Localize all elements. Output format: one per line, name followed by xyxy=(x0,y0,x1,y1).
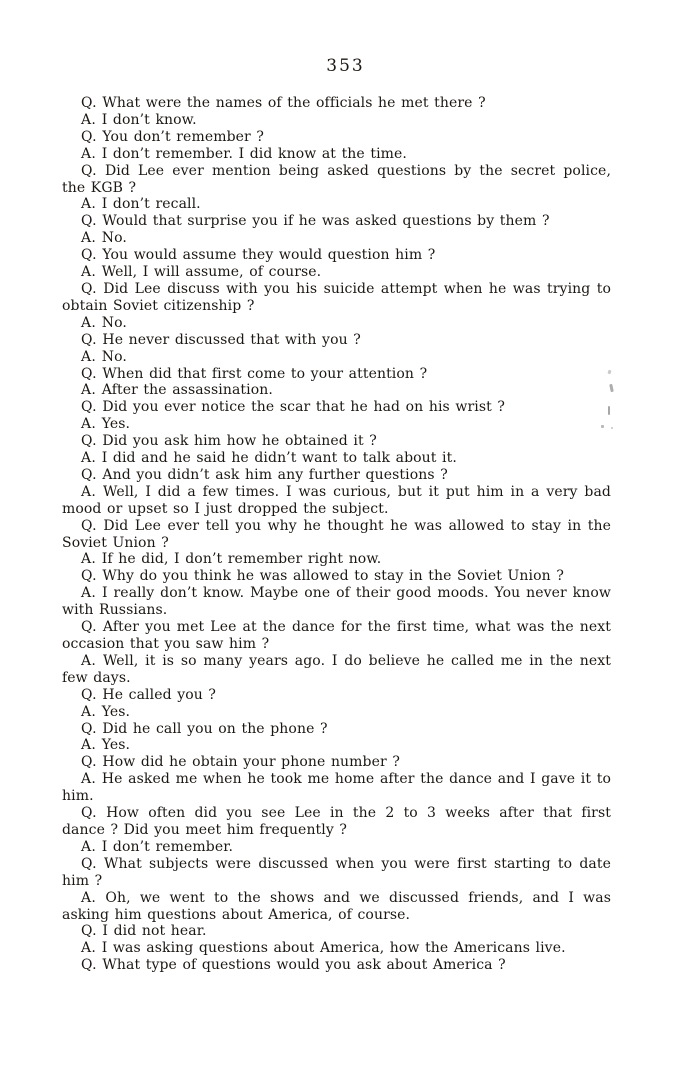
qa-text: He never discussed that with you ? xyxy=(102,331,361,348)
qa-speaker: Q. xyxy=(81,95,97,111)
scan-speck xyxy=(611,427,613,429)
transcript-body xyxy=(62,95,611,974)
qa-speaker: A. xyxy=(81,382,97,399)
qa-text: He called you ? xyxy=(102,686,217,703)
qa-text: How often did you see Lee in the 2 to 3 weeks after that first dance ? Did you meet him frequently ? xyxy=(62,805,611,838)
qa-line xyxy=(62,551,611,568)
qa-speaker: A. xyxy=(81,230,97,247)
qa-speaker: Q. xyxy=(81,686,97,703)
qa-line xyxy=(62,856,611,890)
qa-speaker: Q. xyxy=(81,162,97,179)
qa-speaker: Q. xyxy=(81,128,97,145)
qa-line xyxy=(62,247,611,264)
qa-speaker: Q. xyxy=(81,433,97,450)
qa-line xyxy=(62,957,611,974)
qa-line xyxy=(62,940,611,957)
qa-speaker: A. xyxy=(81,838,97,855)
qa-speaker: A. xyxy=(81,585,97,602)
qa-line xyxy=(62,366,611,383)
qa-speaker: A. xyxy=(81,196,97,213)
qa-speaker: Q. xyxy=(81,619,97,636)
qa-speaker: Q. xyxy=(81,213,97,230)
qa-speaker: Q. xyxy=(81,568,97,585)
qa-line xyxy=(62,349,611,366)
qa-line xyxy=(62,518,611,552)
qa-line xyxy=(62,467,611,484)
qa-text: I don’t know. xyxy=(101,111,197,128)
qa-text: After the assassination. xyxy=(101,382,273,399)
qa-text: You would assume they would question him ? xyxy=(102,247,436,264)
qa-text: I really don’t know. Maybe one of their good moods. You never know with Russians. xyxy=(62,585,611,619)
qa-text: Well, I will assume, of course. xyxy=(101,264,322,281)
qa-line xyxy=(62,213,611,230)
qa-text: No. xyxy=(101,230,127,247)
qa-text: Would that surprise you if he was asked questions by them ? xyxy=(102,213,550,230)
qa-speaker: Q. xyxy=(81,280,97,297)
qa-text: After you met Lee at the dance for the first time, what was the next occasion that you saw him ? xyxy=(62,619,611,652)
qa-speaker: A. xyxy=(81,314,97,331)
qa-line xyxy=(62,281,611,315)
qa-speaker: A. xyxy=(81,771,97,788)
qa-text: No. xyxy=(101,348,127,365)
qa-line xyxy=(62,112,611,129)
qa-text: Did Lee discuss with you his suicide attempt when he was trying to obtain Soviet citizenship ? xyxy=(62,280,611,314)
qa-text: Did you ever notice the scar that he had on his wrist ? xyxy=(102,399,506,416)
qa-text: Why do you think he was allowed to stay in the Soviet Union ? xyxy=(102,568,564,585)
scan-speck xyxy=(608,406,610,415)
qa-speaker: Q. xyxy=(81,805,97,822)
qa-line xyxy=(62,230,611,247)
scan-speck xyxy=(601,425,604,428)
qa-speaker: Q. xyxy=(81,855,97,872)
qa-line xyxy=(62,737,611,754)
qa-line xyxy=(62,416,611,433)
qa-line xyxy=(62,839,611,856)
qa-speaker: A. xyxy=(81,264,97,281)
scan-speck xyxy=(609,384,614,392)
qa-speaker: A. xyxy=(81,416,97,433)
qa-line xyxy=(62,721,611,738)
qa-line xyxy=(62,484,611,518)
qa-text: I don’t recall. xyxy=(101,196,201,213)
qa-line xyxy=(62,653,611,687)
qa-speaker: A. xyxy=(81,111,97,128)
qa-text: Yes. xyxy=(101,416,131,433)
qa-line xyxy=(62,568,611,585)
qa-text: What were the names of the officials he met there ? xyxy=(102,95,486,111)
qa-line xyxy=(62,619,611,653)
qa-line xyxy=(62,315,611,332)
qa-line xyxy=(62,399,611,416)
qa-text: I don’t remember. I did know at the time. xyxy=(101,145,407,162)
qa-text: You don’t remember ? xyxy=(102,128,264,145)
qa-line xyxy=(62,754,611,771)
qa-text: What subjects were discussed when you were first starting to date him ? xyxy=(62,855,611,889)
qa-text: No. xyxy=(101,314,127,331)
qa-speaker: Q. xyxy=(81,365,97,382)
qa-speaker: A. xyxy=(81,652,97,669)
qa-text: When did that first come to your attention ? xyxy=(102,365,428,382)
qa-speaker: A. xyxy=(81,737,97,754)
qa-speaker: Q. xyxy=(81,720,97,737)
qa-text: If he did, I don’t remember right now. xyxy=(101,551,382,568)
qa-line xyxy=(62,704,611,721)
qa-speaker: A. xyxy=(81,483,97,500)
qa-text: Well, it is so many years ago. I do believe he called me in the next few days. xyxy=(62,652,611,686)
qa-line xyxy=(62,146,611,163)
qa-line xyxy=(62,805,611,839)
qa-text: Yes. xyxy=(101,737,131,754)
qa-text: What type of questions would you ask about America ? xyxy=(102,957,506,974)
qa-text: Did you ask him how he obtained it ? xyxy=(102,433,377,450)
qa-speaker: Q. xyxy=(81,754,97,771)
qa-speaker: A. xyxy=(81,703,97,720)
qa-line xyxy=(62,382,611,399)
qa-line xyxy=(62,923,611,940)
qa-speaker: A. xyxy=(81,348,97,365)
qa-text: Oh, we went to the shows and we discussed friends, and I was asking him questions about America, of course. xyxy=(62,889,611,923)
qa-line xyxy=(62,771,611,805)
qa-speaker: Q. xyxy=(81,957,97,974)
qa-speaker: A. xyxy=(81,551,97,568)
qa-speaker: Q. xyxy=(81,399,97,416)
qa-line xyxy=(62,129,611,146)
qa-text: I did not hear. xyxy=(102,923,207,940)
qa-text: Yes. xyxy=(101,703,131,720)
qa-line xyxy=(62,196,611,213)
qa-line xyxy=(62,450,611,467)
qa-speaker: A. xyxy=(81,145,97,162)
qa-speaker: Q. xyxy=(81,247,97,264)
qa-text: Well, I did a few times. I was curious, but it put him in a very bad mood or upset so I just dropped the subject. xyxy=(62,483,611,517)
qa-speaker: A. xyxy=(81,940,97,957)
qa-line xyxy=(62,585,611,619)
qa-text: Did Lee ever tell you why he thought he was allowed to stay in the Soviet Union ? xyxy=(62,517,611,551)
qa-text: I was asking questions about America, how the Americans live. xyxy=(101,940,566,957)
qa-text: And you didn’t ask him any further questions ? xyxy=(102,466,448,483)
qa-speaker: A. xyxy=(81,889,97,906)
qa-text: Did Lee ever mention being asked questions by the secret police, the KGB ? xyxy=(62,162,611,196)
qa-text: Did he call you on the phone ? xyxy=(102,720,328,737)
qa-line xyxy=(62,163,611,197)
qa-text: I don’t remember. xyxy=(101,838,234,855)
qa-line xyxy=(62,890,611,924)
qa-line xyxy=(62,264,611,281)
qa-speaker: Q. xyxy=(81,331,97,348)
qa-speaker: Q. xyxy=(81,466,97,483)
qa-speaker: A. xyxy=(81,450,97,467)
qa-line xyxy=(62,332,611,349)
qa-line xyxy=(62,433,611,450)
qa-text: I did and he said he didn’t want to talk about it. xyxy=(101,450,457,467)
qa-line xyxy=(62,95,611,112)
qa-speaker: Q. xyxy=(81,923,97,940)
qa-speaker: Q. xyxy=(81,517,97,534)
page-number: 353 xyxy=(326,56,365,76)
qa-line xyxy=(62,687,611,704)
qa-text: He asked me when he took me home after the dance and I gave it to him. xyxy=(62,771,611,805)
qa-text: How did he obtain your phone number ? xyxy=(102,754,400,771)
